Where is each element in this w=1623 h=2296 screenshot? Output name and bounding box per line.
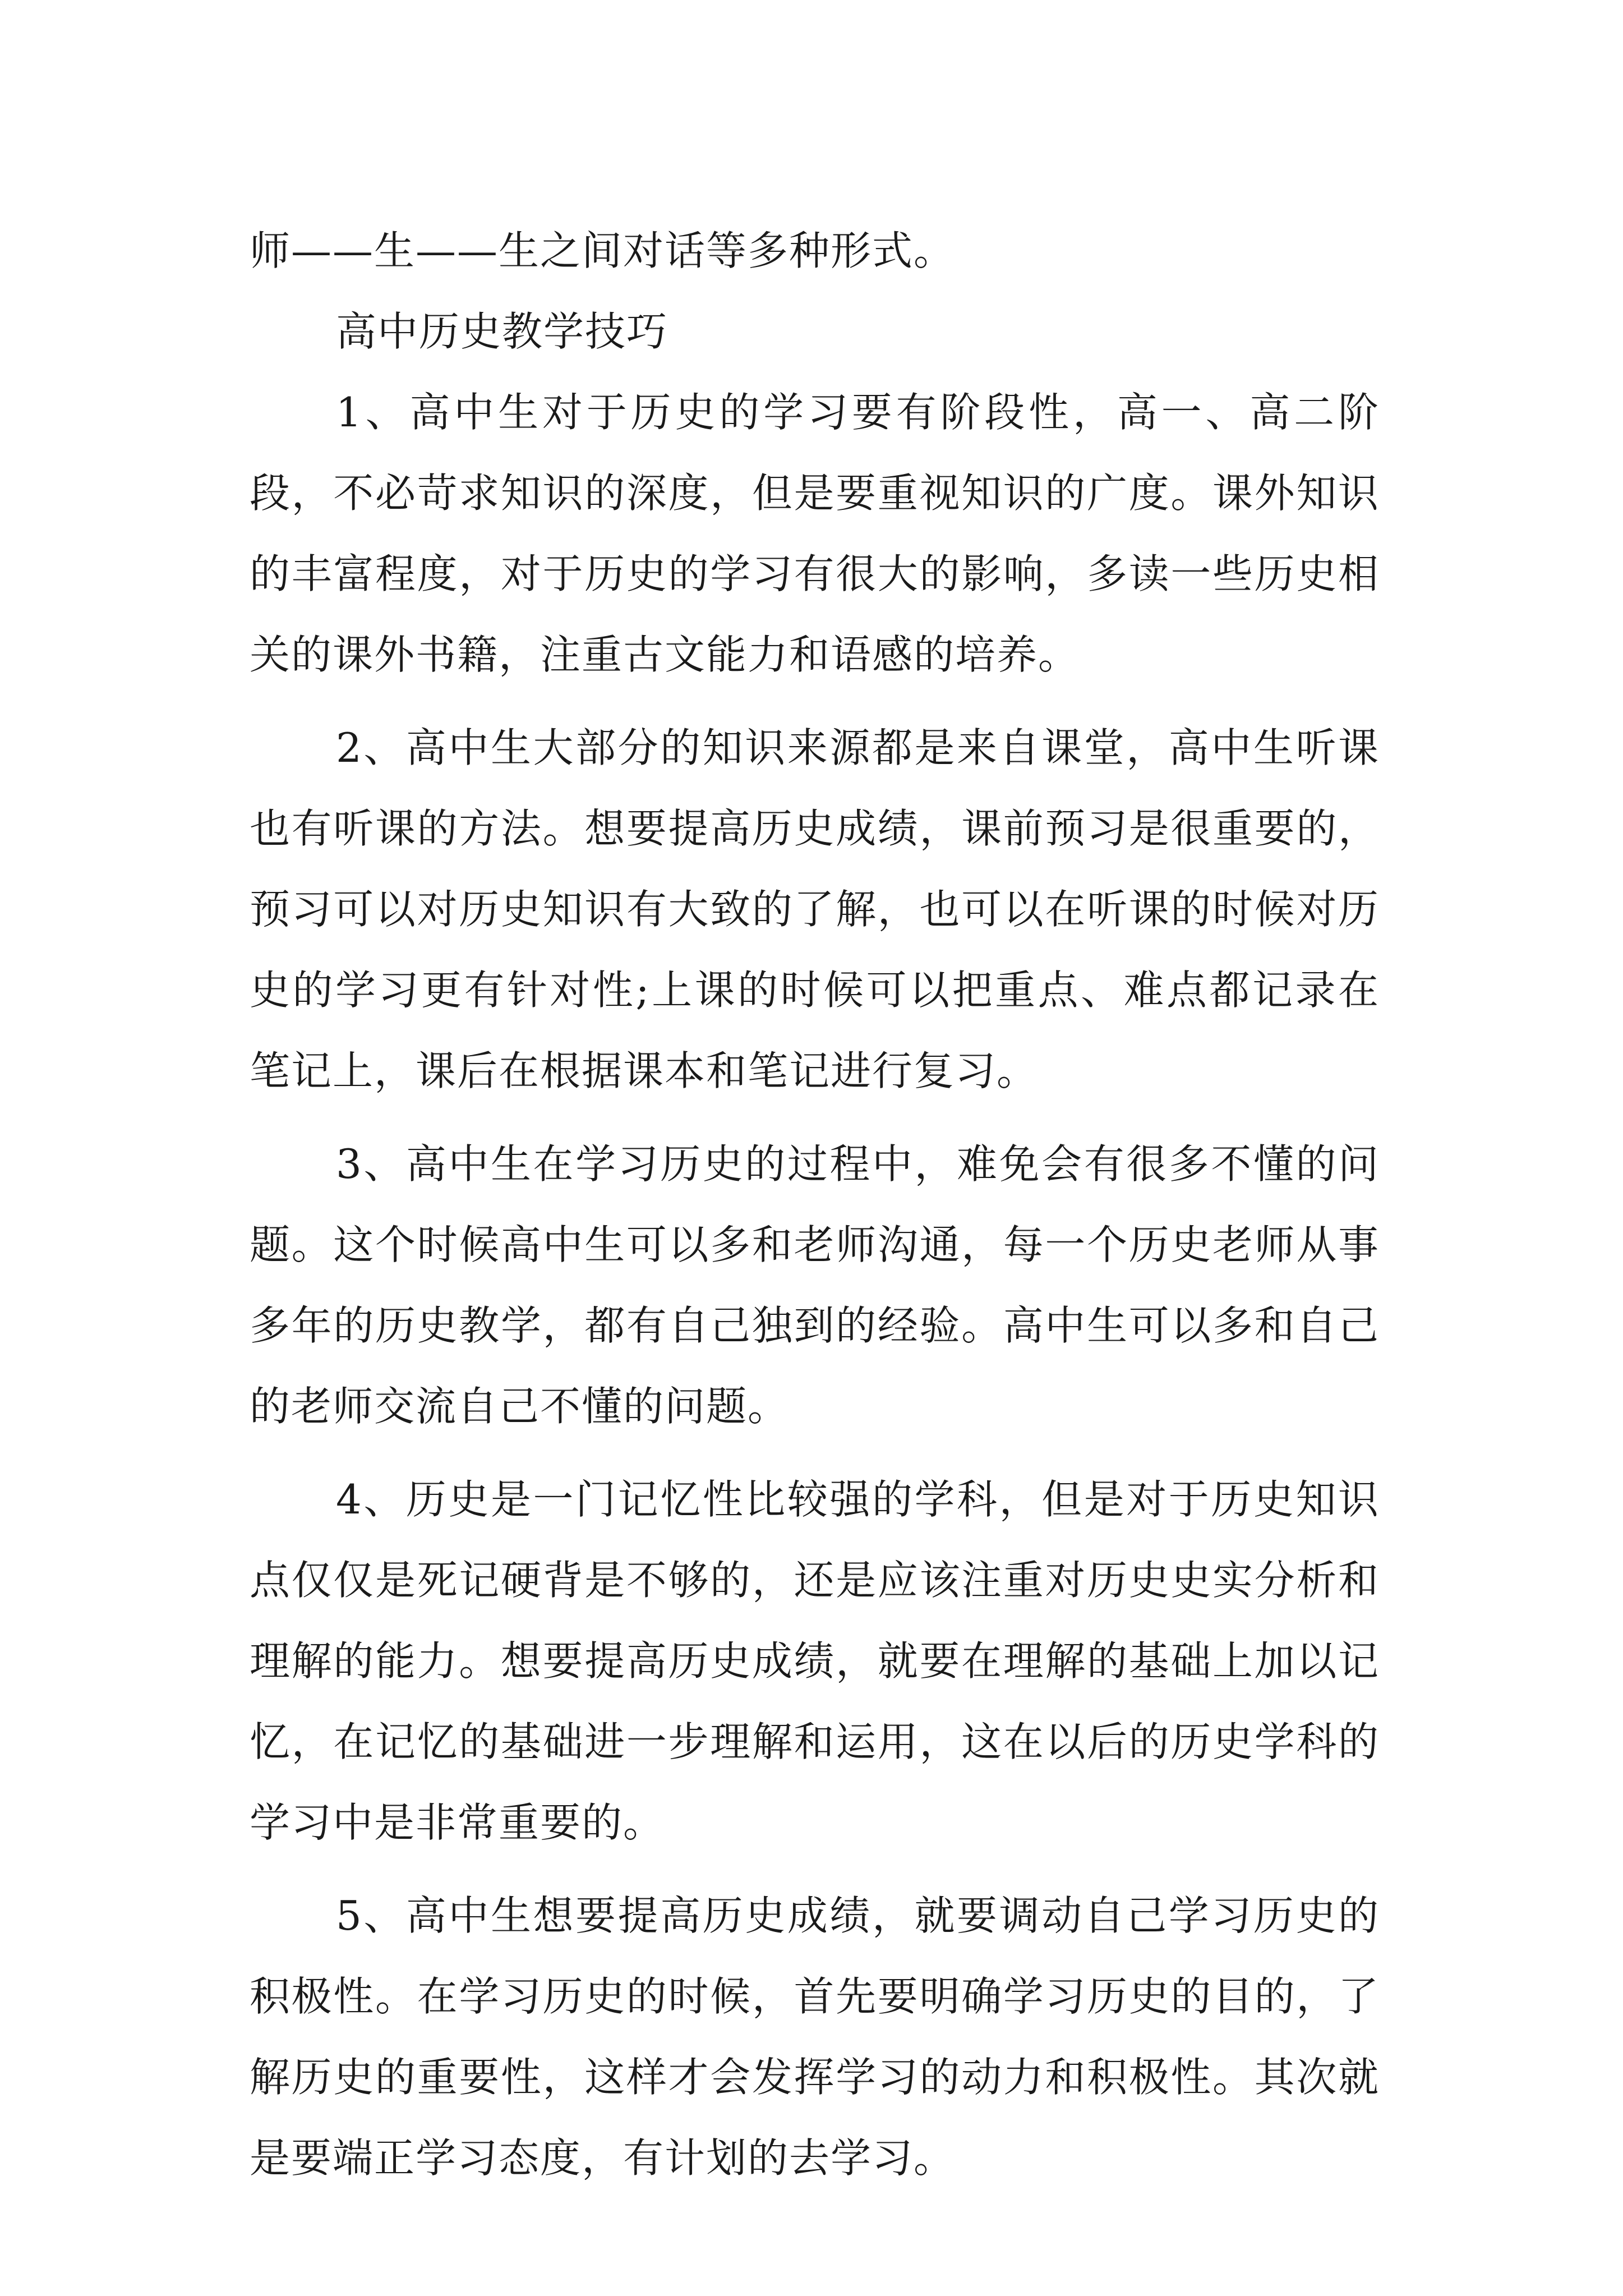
continuation-line: 师——生——生之间对话等多种形式。 <box>250 227 956 274</box>
document-body <box>250 210 1380 2198</box>
paragraph-4: 4、历史是一门记忆性比较强的学科，但是对于历史知识点仅仅是死记硬背是不够的，还是应该注重对历史史实分析和理解的能力。想要提高历史成绩，就要在理解的基础上加以记忆，在记忆的基础进一步理解和运用，这在以后的历史学科的学习中是非常重要的。 <box>250 1476 1380 1846</box>
paragraph-1: 1、高中生对于历史的学习要有阶段性，高一、高二阶段，不必苛求知识的深度，但是要重视知识的广度。课外知识的丰富程度，对于历史的学习有很大的影响，多读一些历史相关的课外书籍，注重古文能力和语感的培养。 <box>250 389 1380 678</box>
paragraph-2: 2、高中生大部分的知识来源都是来自课堂，高中生听课也有听课的方法。想要提高历史成绩，课前预习是很重要的，预习可以对历史知识有大致的了解，也可以在听课的时候对历史的学习更有针对性;上课的时候可以把重点、难点都记录在笔记上，课后在根据课本和笔记进行复习。 <box>250 724 1380 1094</box>
paragraph-5: 5、高中生想要提高历史成绩，就要调动自己学习历史的积极性。在学习历史的时候，首先要明确学习历史的目的，了解历史的重要性，这样才会发挥学习的动力和积极性。其次就是要端正学习态度，有计划的去学习。 <box>250 1892 1380 2182</box>
paragraph-3: 3、高中生在学习历史的过程中，难免会有很多不懂的问题。这个时候高中生可以多和老师沟通，每一个历史老师从事多年的历史教学，都有自己独到的经验。高中生可以多和自己的老师交流自己不懂的问题。 <box>250 1140 1380 1430</box>
section-heading: 高中历史教学技巧 <box>336 308 668 355</box>
